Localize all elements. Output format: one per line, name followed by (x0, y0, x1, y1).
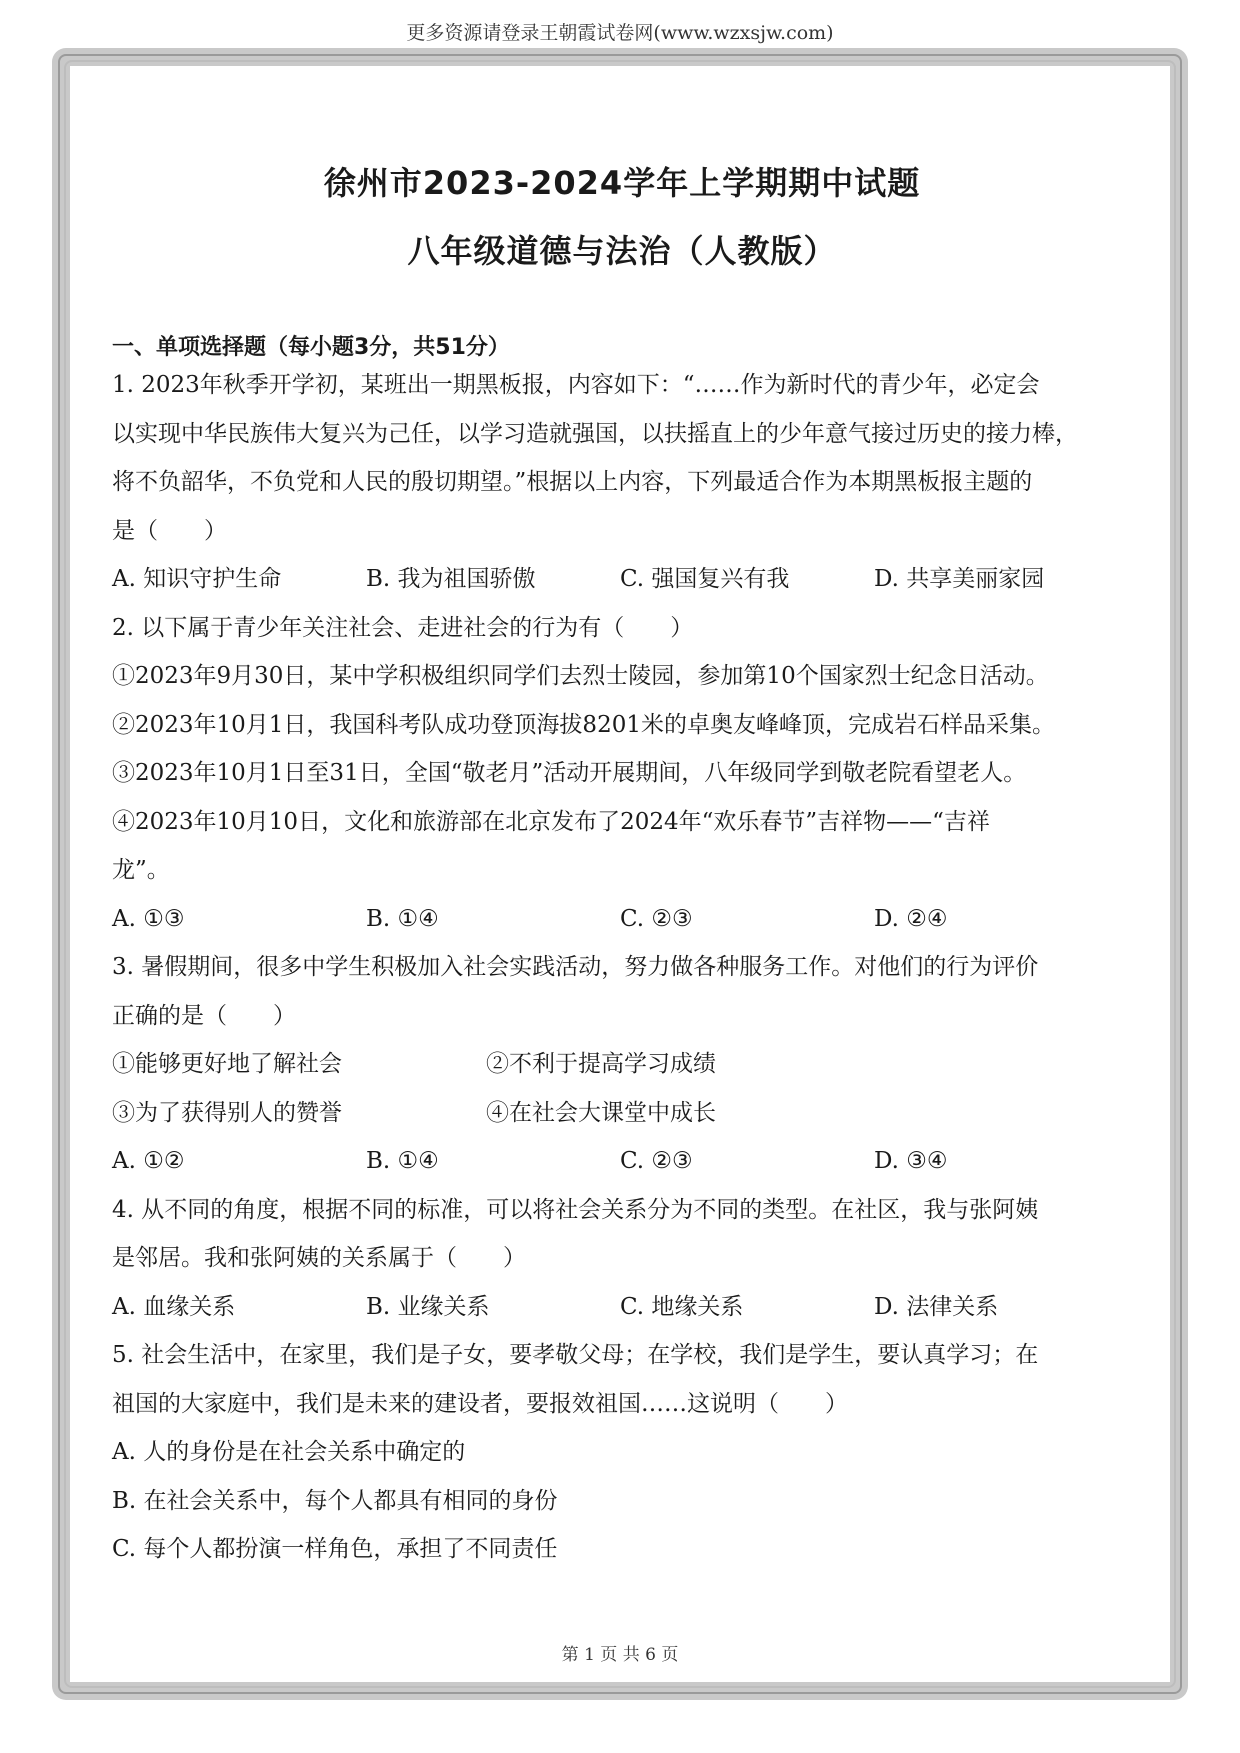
statement-row (112, 1089, 1132, 1138)
statement: ②不利于提高学习成绩 (486, 1051, 716, 1077)
option-c: C. 地缘关系 (620, 1293, 744, 1320)
option-b: B. ①④ (366, 1148, 439, 1174)
option-c: C. ②③ (620, 1148, 693, 1174)
statement: ③为了获得别人的赞誉 (112, 1099, 342, 1126)
question-text-line: 4. 从不同的角度，根据不同的标准，可以将社会关系分为不同的类型。在社区，我与张阿姨 (112, 1196, 1039, 1223)
option-b: B. 我为祖国骄傲 (366, 566, 536, 592)
page-number: 第 1 页 共 6 页 (561, 1645, 679, 1665)
statement: ④在社会大课堂中成长 (486, 1099, 716, 1126)
option-a: A. ①② (112, 1148, 185, 1174)
question-5 (112, 1331, 1132, 1574)
question-text-line: ③2023年10月1日至31日，全国“敬老月”活动开展期间，八年级同学到敬老院看望老人。 (112, 760, 1027, 786)
question-text-line: 将不负韶华，不负党和人民的殷切期望。”根据以上内容，下列最适合作为本期黑板报主题的 (112, 469, 1033, 495)
question-text-line: 3. 暑假期间，很多中学生积极加入社会实践活动，努力做各种服务工作。对他们的行为评价 (112, 954, 1039, 980)
question-text-line: ①2023年9月30日，某中学积极组织同学们去烈士陵园，参加第10个国家烈士纪念日活动。 (112, 663, 1049, 689)
question-text-line: 2. 以下属于青少年关注社会、走进社会的行为有（ ） (112, 614, 694, 641)
question-text-line: 以实现中华民族伟大复兴为己任，以学习造就强国，以扶摇直上的少年意气接过历史的接力棒， (112, 420, 1078, 447)
option-c: C. 强国复兴有我 (620, 566, 790, 592)
exam-subtitle: 八年级道德与法治（人教版） (407, 232, 837, 270)
question-text-line: 是邻居。我和张阿姨的关系属于（ ） (112, 1245, 526, 1271)
section-heading: 一、单项选择题（每小题3分，共51分） (112, 335, 510, 360)
option-d: D. 法律关系 (874, 1293, 999, 1320)
question-text-line: 5. 社会生活中，在家里，我们是子女，要孝敬父母；在学校，我们是学生，要认真学习；在 (112, 1342, 1039, 1368)
exam-title: 徐州市2023-2024学年上学期期中试题 (323, 164, 921, 202)
question-4 (112, 1186, 1132, 1332)
question-1 (112, 361, 1132, 604)
option-b: B. ①④ (366, 905, 439, 932)
option-d: D. 共享美丽家园 (874, 566, 1045, 592)
answer-options (112, 1283, 1132, 1332)
statement-row (112, 1040, 1132, 1089)
option-b: B. 业缘关系 (366, 1293, 490, 1320)
answer-options (112, 895, 1132, 944)
question-text-line: 正确的是（ ） (112, 1002, 296, 1029)
option-a: A. 血缘关系 (112, 1293, 236, 1320)
option-d: D. ③④ (874, 1148, 948, 1174)
option-a: A. ①③ (112, 905, 185, 932)
question-text-line: 1. 2023年秋季开学初，某班出一期黑板报，内容如下：“……作为新时代的青少年，必定会 (112, 372, 1040, 398)
option-c: C. ②③ (620, 905, 693, 932)
option-d: D. ②④ (874, 905, 948, 932)
option-a: A. 知识守护生命 (112, 566, 282, 592)
option-b: B. 在社会关系中，每个人都具有相同的身份 (112, 1487, 558, 1514)
source-banner: 更多资源请登录王朝霞试卷网(www.wzxsjw.com) (406, 22, 834, 44)
question-2 (112, 604, 1132, 944)
question-text-line: ④2023年10月10日，文化和旅游部在北京发布了2024年“欢乐春节”吉祥物——“吉祥 (112, 808, 990, 835)
question-text-line: 龙”。 (112, 857, 170, 883)
statement: ①能够更好地了解社会 (112, 1051, 342, 1077)
question-text-line: 祖国的大家庭中，我们是未来的建设者，要报效祖国……这说明（ ） (112, 1390, 848, 1417)
question-3 (112, 943, 1132, 1186)
option-c: C. 每个人都扮演一样角色，承担了不同责任 (112, 1536, 558, 1562)
question-text-line: 是（ ） (112, 517, 227, 544)
question-text-line: ②2023年10月1日，我国科考队成功登顶海拔8201米的卓奥友峰峰顶，完成岩石样品采集。 (112, 711, 1055, 738)
answer-options (112, 1137, 1132, 1186)
exam-content (112, 150, 1132, 1574)
answer-options (112, 555, 1132, 604)
option-a: A. 人的身份是在社会关系中确定的 (112, 1439, 466, 1465)
